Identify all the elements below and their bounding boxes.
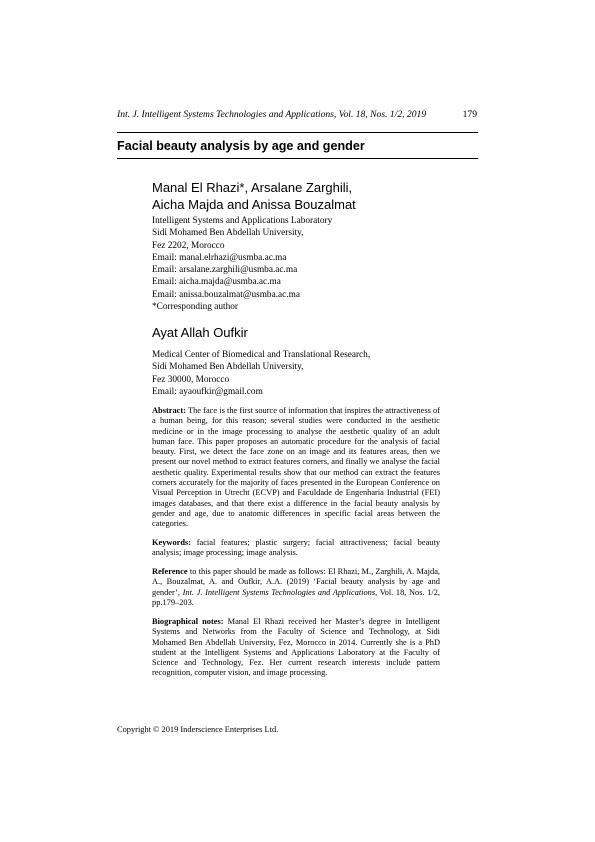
page-number: 179 <box>462 109 477 120</box>
affiliation-line: Fez 30000, Morocco <box>152 374 230 385</box>
running-header <box>117 109 477 121</box>
affiliation-line: Fez 2202, Morocco <box>152 240 225 251</box>
affiliation-line: Sidi Mohamed Ben Abdellah University, <box>152 362 304 373</box>
affiliation-group-1 <box>152 215 452 313</box>
email-line: Email: manal.elrhazi@usmba.ac.ma <box>152 252 287 263</box>
corresponding-author-note: *Corresponding author <box>152 302 238 313</box>
copyright-notice: Copyright © 2019 Inderscience Enterprises Ltd. <box>117 725 279 734</box>
affiliation-line: Sidi Mohamed Ben Abdellah University, <box>152 228 304 239</box>
keywords <box>152 538 440 559</box>
affiliation-line: Intelligent Systems and Applications Laboratory <box>152 216 333 226</box>
reference-text: to this paper should be made as follows: El Rhazi, M., Zarghili, A. Majda, A., Bouzalmat, A. and Oufkir, A.A. (2019) ‘Facial beauty analysis by age and gender’, <box>152 567 441 597</box>
reference-label: Reference <box>152 567 188 576</box>
keywords-text: facial features; plastic surgery; facial attractiveness; facial beauty analysis; image processing; image analysis. <box>152 538 441 558</box>
reference-text-end: , Vol. 18, Nos. 1/2, pp.179–203. <box>152 587 441 607</box>
email-line: Email: arsalane.zarghili@usmba.ac.ma <box>152 265 298 276</box>
title-rule-bottom <box>117 158 478 159</box>
reference-journal: Int. J. Intelligent Systems Technologies and Applications <box>182 587 376 597</box>
biographical-notes <box>152 617 440 679</box>
email-line: Email: aicha.majda@usmba.ac.ma <box>152 277 281 288</box>
paper-title: Facial beauty analysis by age and gender <box>117 139 365 153</box>
journal-citation: Int. J. Intelligent Systems Technologies and Applications, Vol. 18, Nos. 1/2, 2019 <box>117 109 427 120</box>
author-name-group-2: Ayat Allah Oufkir <box>152 325 248 340</box>
reference <box>152 567 440 608</box>
abstract <box>152 406 440 530</box>
affiliation-group-2 <box>152 349 452 398</box>
affiliation-line: Medical Center of Biomedical and Translational Research, <box>152 350 371 360</box>
bio-label: Biographical notes: <box>152 617 224 626</box>
keywords-label: Keywords: <box>152 538 192 547</box>
email-line: Email: ayaoufkir@gmail.com <box>152 386 263 397</box>
author-names-line-1: Manal El Rhazi*, Arsalane Zarghili, <box>152 180 353 195</box>
email-line: Email: anissa.bouzalmat@usmba.ac.ma <box>152 289 300 300</box>
abstract-text: The face is the first source of information that inspires the attractiveness of a human being, for this reason; several studies were conducted in the aesthetic medicine or in the image processing to analyse the aesthetic quality of an adult human face. This paper proposes an automatic procedure for the analysis of facial beauty. First, we detect the face zone on an image and its features areas, then we present our novel method to extract features corners, and finally we analyse the facial aesthetic quality. Experimental results show that our method can extract the features corners accurately for the majority of faces presented in the European Conference on Visual Perception in Utrecht (ECVP) and Faculdade de Engenharia Industrial (FEI) images databases, and that there exist a difference in the facial beauty analysis by gender and age, due to anatomic differences in specific facial areas between the categories. <box>152 406 440 529</box>
title-rule-top <box>117 132 478 133</box>
author-names-group-1 <box>152 179 452 213</box>
abstract-label: Abstract: <box>152 406 186 415</box>
author-names-line-2: Aicha Majda and Anissa Bouzalmat <box>152 197 356 212</box>
bio-text: Manal El Rhazi received her Master’s degree in Intelligent Systems and Networks from the Faculty of Science and Technology, at Sidi Mohamed Ben Abdellah University, Fez, Morocco in 2014. Currently she is a PhD student at the Intelligent Systems and Applications Laboratory at the Faculty of Science and Technology, Fez. Her current research interests include pattern recognition, computer vision, and image processing. <box>152 617 441 678</box>
